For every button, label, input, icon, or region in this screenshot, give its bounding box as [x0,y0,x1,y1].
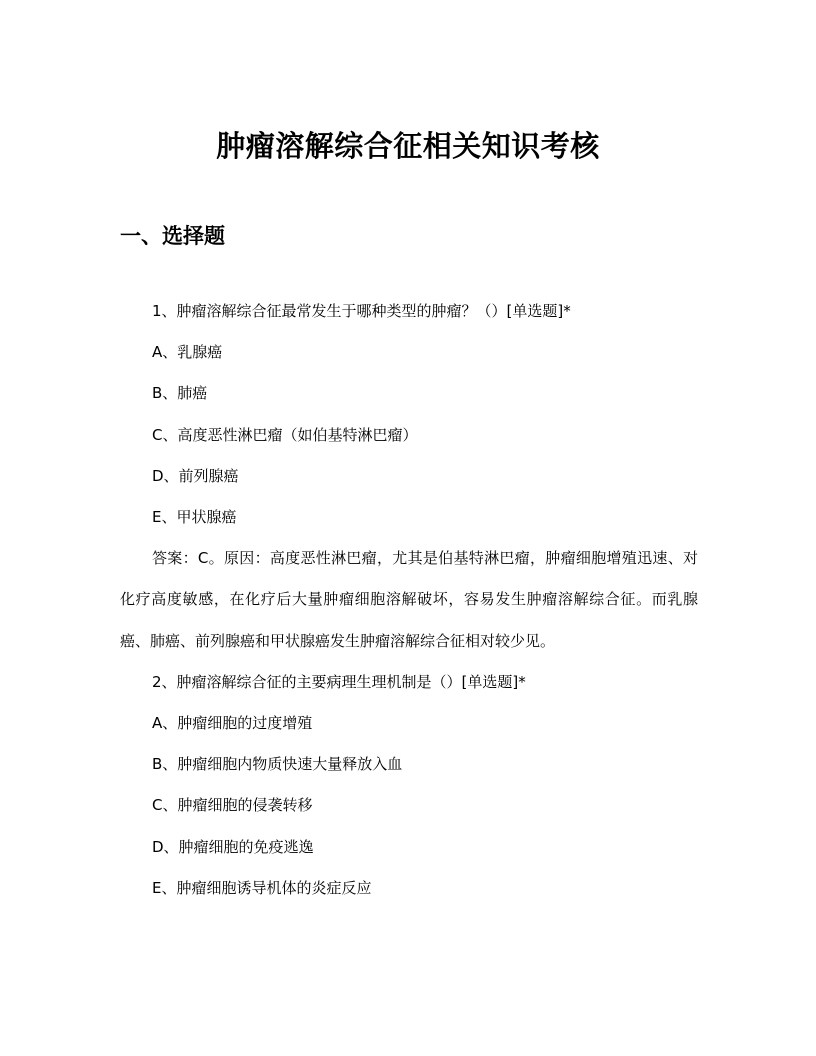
option-e: E、肿瘤细胞诱导机体的炎症反应 [152,878,372,897]
section-heading: 一、选择题 [120,224,225,248]
document-title: 肿瘤溶解综合征相关知识考核 [216,129,600,163]
option-b: B、肿瘤细胞内物质快速大量释放入血 [152,755,403,774]
option-e: E、甲状腺癌 [152,508,237,527]
question-list [120,291,698,909]
option-d: D、肿瘤细胞的免疫逃逸 [152,837,314,856]
option-a: A、乳腺癌 [152,343,223,362]
question-stem: 2、肿瘤溶解综合征的主要病理生理机制是（）[单选题]* [152,672,526,691]
option-d: D、前列腺癌 [152,466,239,485]
answer-explanation: 答案：C。原因：高度恶性淋巴瘤，尤其是伯基特淋巴瘤，肿瘤细胞增殖迅速、对化疗高度敏感，在化疗后大量肿瘤细胞溶解破坏，容易发生肿瘤溶解综合征。而乳腺癌、肺癌、前列腺癌和甲状腺癌发生肿瘤溶解综合征相对较少见。 [120,549,698,650]
option-c: C、高度恶性淋巴瘤（如伯基特淋巴瘤） [152,425,418,444]
option-b: B、肺癌 [152,384,208,403]
option-c: C、肿瘤细胞的侵袭转移 [152,796,313,815]
question-stem: 1、肿瘤溶解综合征最常发生于哪种类型的肿瘤？（）[单选题]* [152,302,571,320]
option-a: A、肿瘤细胞的过度增殖 [152,714,313,733]
